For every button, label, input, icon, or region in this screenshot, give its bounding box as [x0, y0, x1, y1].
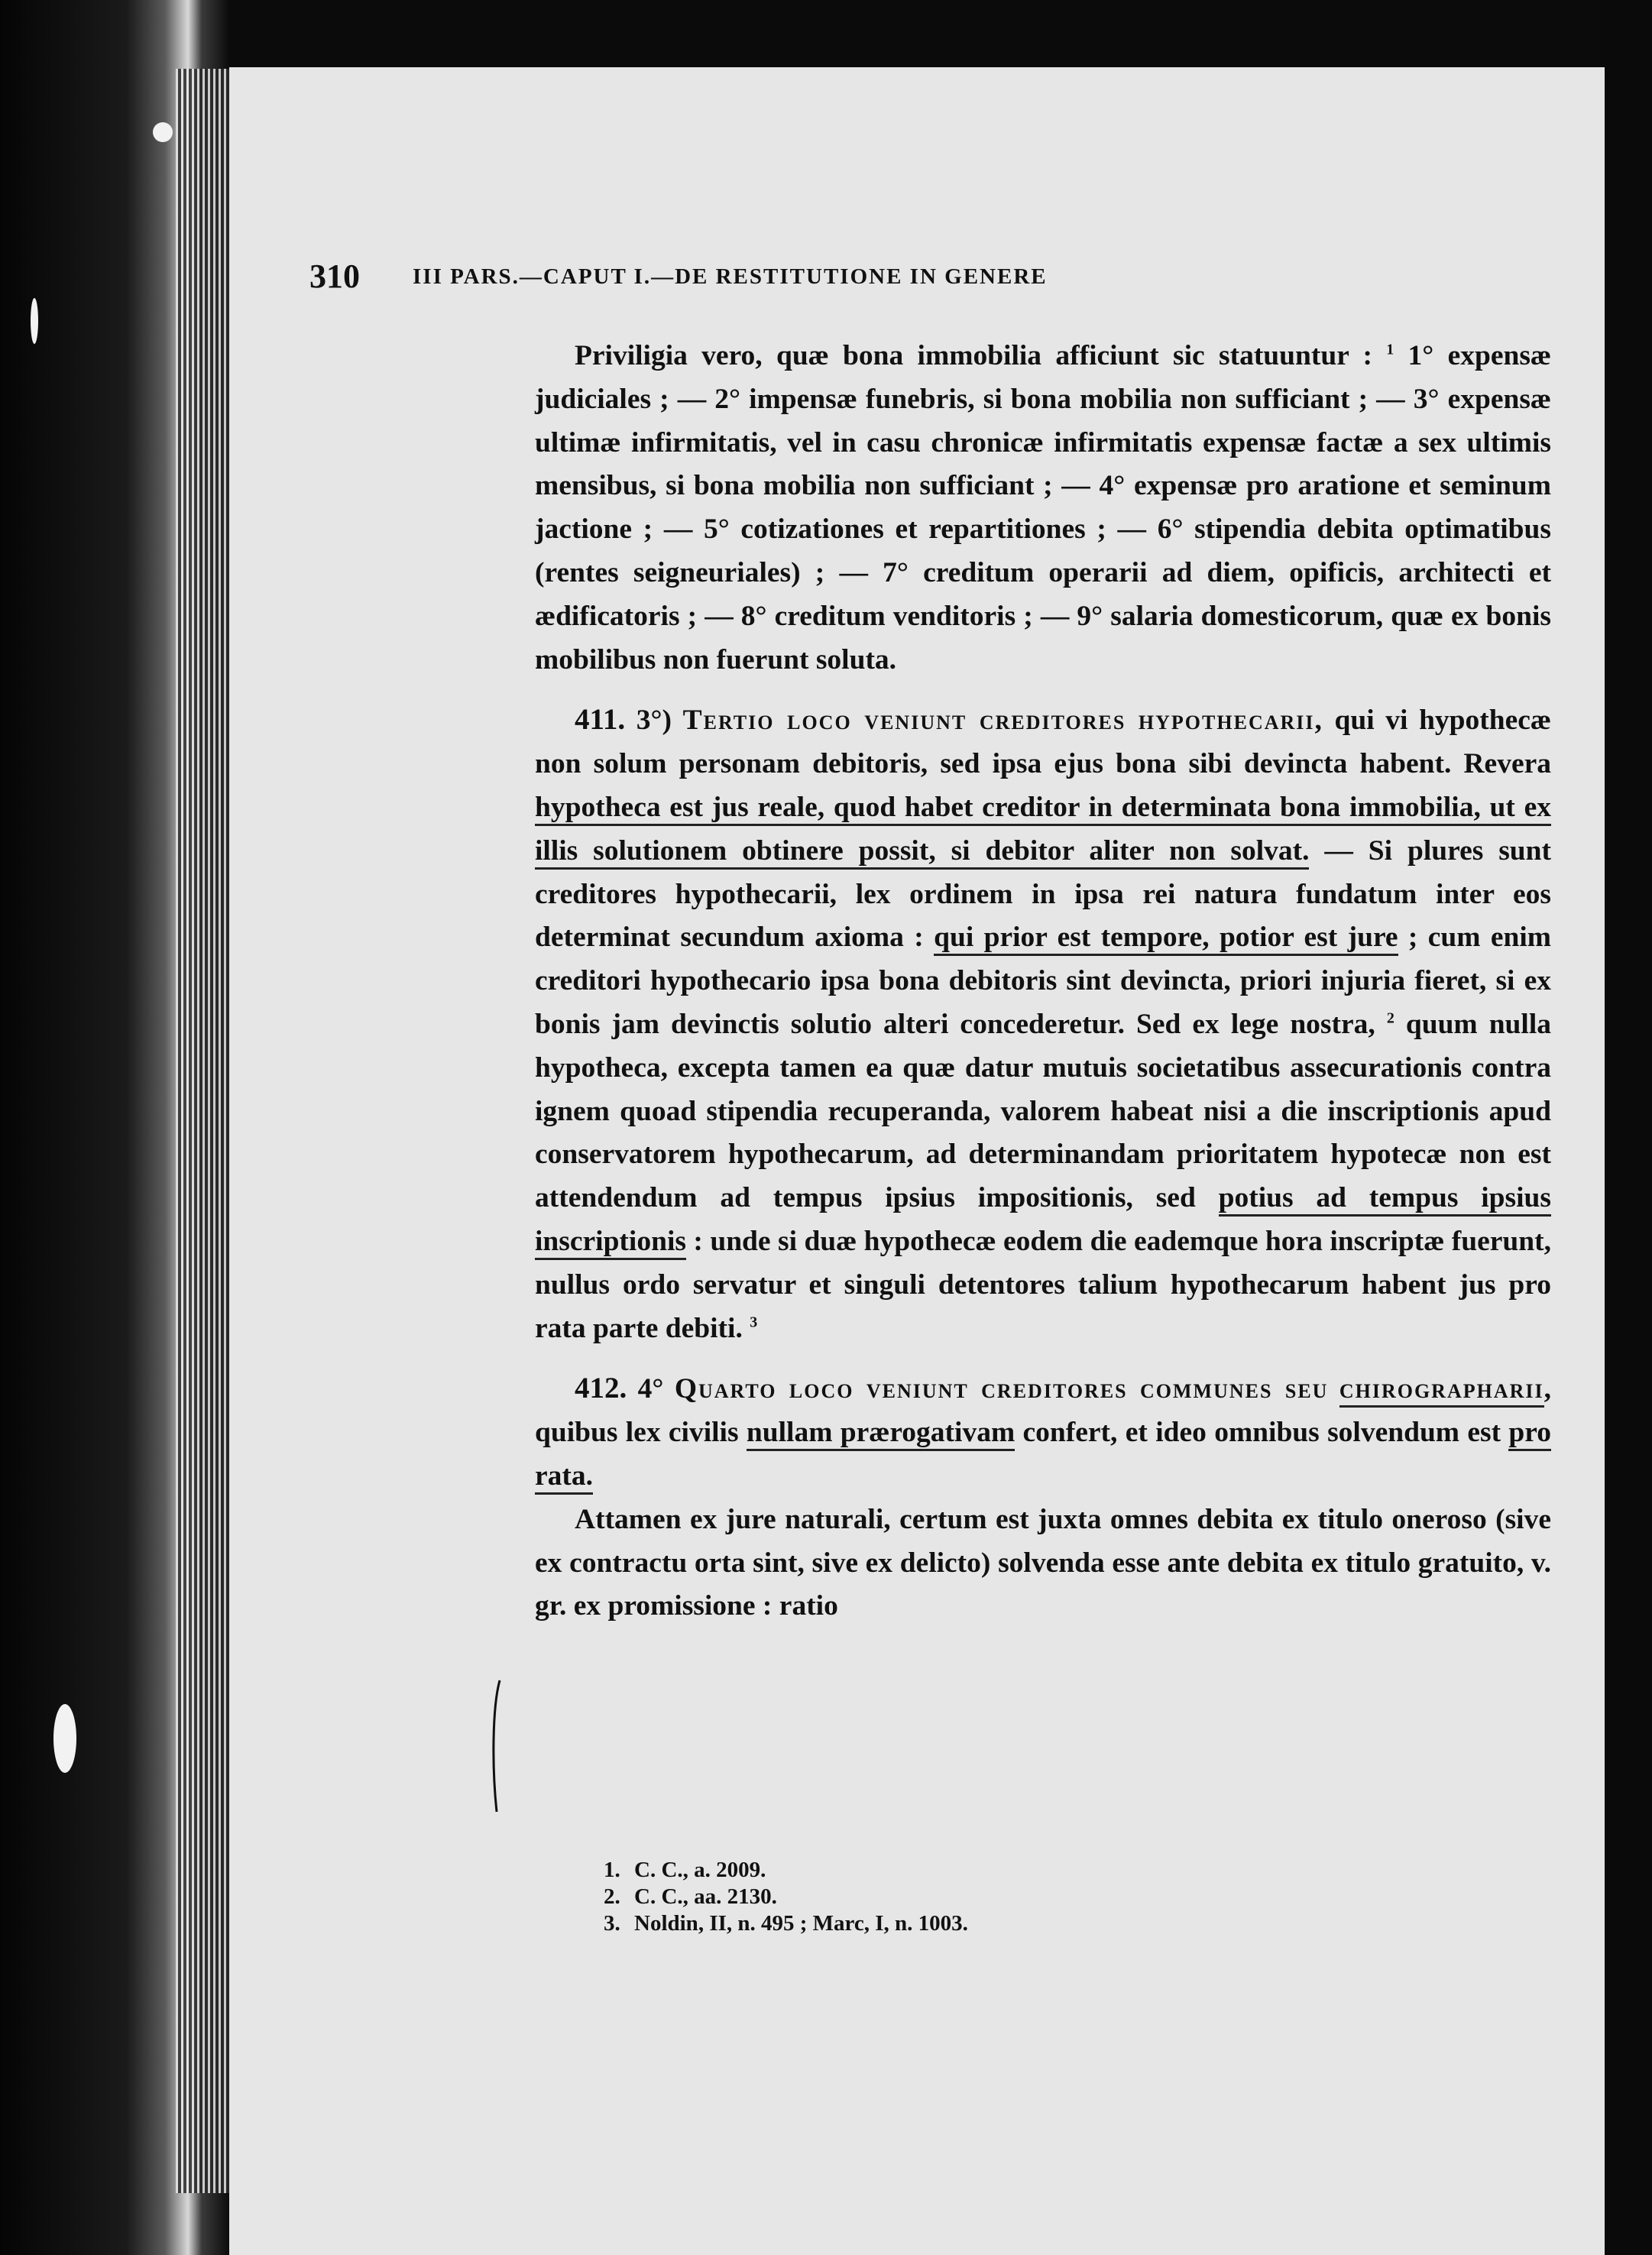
paragraph-text: : unde si duæ hypothecæ eodem die eademque hora inscriptæ fuerunt, nullus ordo servatur et singuli detentores talium hypothecarum habent jus pro rata parte debiti. — [535, 1225, 1551, 1344]
section-heading: Quarto loco veniunt creditores communes seu — [674, 1373, 1329, 1405]
margin-bracket-mark — [489, 1677, 504, 1815]
footnote — [604, 1884, 1291, 1910]
page-number: 310 — [309, 258, 360, 295]
page-header — [309, 254, 1456, 300]
footnote-number: 3. — [604, 1911, 620, 1936]
paragraph-text: , quibus lex civilis — [535, 1373, 1552, 1449]
underlined-axiom: qui prior est tempore, potior est jure — [934, 922, 1398, 956]
section-ordinal: 3°) — [636, 705, 672, 737]
footnote-text: C. C., aa. 2130. — [634, 1884, 777, 1909]
paragraph-text: qui vi hypothecæ non solum personam debitoris, sed ipsa ejus bona sibi devincta habent. Revera — [535, 705, 1551, 780]
section-heading: Tertio loco veniunt creditores hypothecarii, — [682, 705, 1323, 737]
paragraph-text: — Si plures sunt creditores hypothecarii, lex ordinem in ipsa rei natura fundatum inter eos determinat secundum axioma : — [535, 834, 1552, 954]
footnote-number: 1. — [604, 1858, 620, 1882]
footnote — [604, 1910, 1291, 1937]
underlined-heading: chirographarii — [1339, 1373, 1544, 1408]
paragraph-text: 1° expensæ judiciales ; — 2° impensæ funebris, si bona mobilia non sufficiant ; — 3° expensæ ultimæ infirmitatis, vel in casu chronicæ infirmitatis expensæ factæ a sex ultimis mensibus, si bona mobilia non sufficiant ; — 4° expensæ pro aratione et seminum jactione ; — 5° cotizationes et repartitiones ; — 6° stipendia debita optimatibus (rentes seigneuriales) ; — 7° creditum operarii ad diem, opificis, architecti et ædificatoris ; — 8° creditum venditoris ; — 9° salaria domesticorum, quæ ex bonis mobilibus non fuerunt soluta. — [535, 340, 1552, 676]
footnote-ref: 1 — [1386, 341, 1394, 358]
underlined-text: nullam prærogativam — [747, 1417, 1015, 1451]
paragraph-privileges — [535, 335, 1551, 682]
paragraph-text: Attamen ex jure naturali, certum est juxta omnes debita ex titulo oneroso (sive ex contractu orta sint, sive ex delicto) solvenda esse ante debita ex titulo gratuito, v. gr. ex promissione : ratio — [535, 1503, 1551, 1622]
running-head: III PARS.—CAPUT I.—DE RESTITUTIONE IN GENERE — [413, 264, 1048, 289]
scan-speck — [31, 298, 38, 344]
footnotes — [604, 1857, 1291, 1937]
page-edges — [176, 69, 237, 2193]
footnote-ref: 2 — [1386, 1009, 1394, 1027]
underlined-text: potius ad tempus ipsius inscriptionis — [535, 1182, 1551, 1260]
page-body — [535, 335, 1551, 1628]
footnote-number: 2. — [604, 1884, 620, 1909]
scan-border-right — [1599, 0, 1652, 2255]
underlined-text: hypotheca est jus reale, quod habet creditor in determinata bona immobilia, ut ex illis solutionem obtinere possit, si debitor aliter non solvat. — [535, 792, 1551, 870]
scan-speck — [53, 1704, 76, 1773]
section-number: 411. — [575, 703, 626, 737]
section-ordinal: 4° — [637, 1373, 664, 1405]
underlined-text: pro rata. — [535, 1417, 1551, 1495]
paragraph-text: Priviligia vero, quæ bona immobilia afficiunt sic statuuntur : — [575, 340, 1387, 371]
paragraph-text: quum nulla hypotheca, excepta tamen ea quæ datur mutuis societatibus assecurationis contra ignem quoad stipendia recuperanda, valorem habeat nisi a die inscriptionis apud conservatorem hypothecarum, ad determinandam prioritatem hypotecæ non est attendendum ad tempus ipsius impositionis, sed — [535, 1008, 1551, 1214]
paragraph-412 — [535, 1367, 1551, 1498]
footnote-text: Noldin, II, n. 495 ; Marc, I, n. 1003. — [634, 1911, 968, 1936]
paragraph-text: ; cum enim creditori hypothecario ipsa bona debitoris sint devincta, priori injuria fieret, si ex bonis jam devinctis solutio alteri concederetur. Sed ex lege nostra, — [535, 922, 1551, 1040]
footnote-text: C. C., a. 2009. — [634, 1858, 766, 1882]
section-number: 412. — [575, 1372, 627, 1405]
paragraph-411 — [535, 698, 1551, 1350]
footnote-ref: 3 — [750, 1314, 758, 1331]
footnote — [604, 1857, 1291, 1884]
scan-speck — [153, 122, 173, 142]
paragraph-text: confert, et ideo omnibus solvendum est — [1015, 1417, 1509, 1449]
paragraph-attamen — [535, 1498, 1551, 1628]
